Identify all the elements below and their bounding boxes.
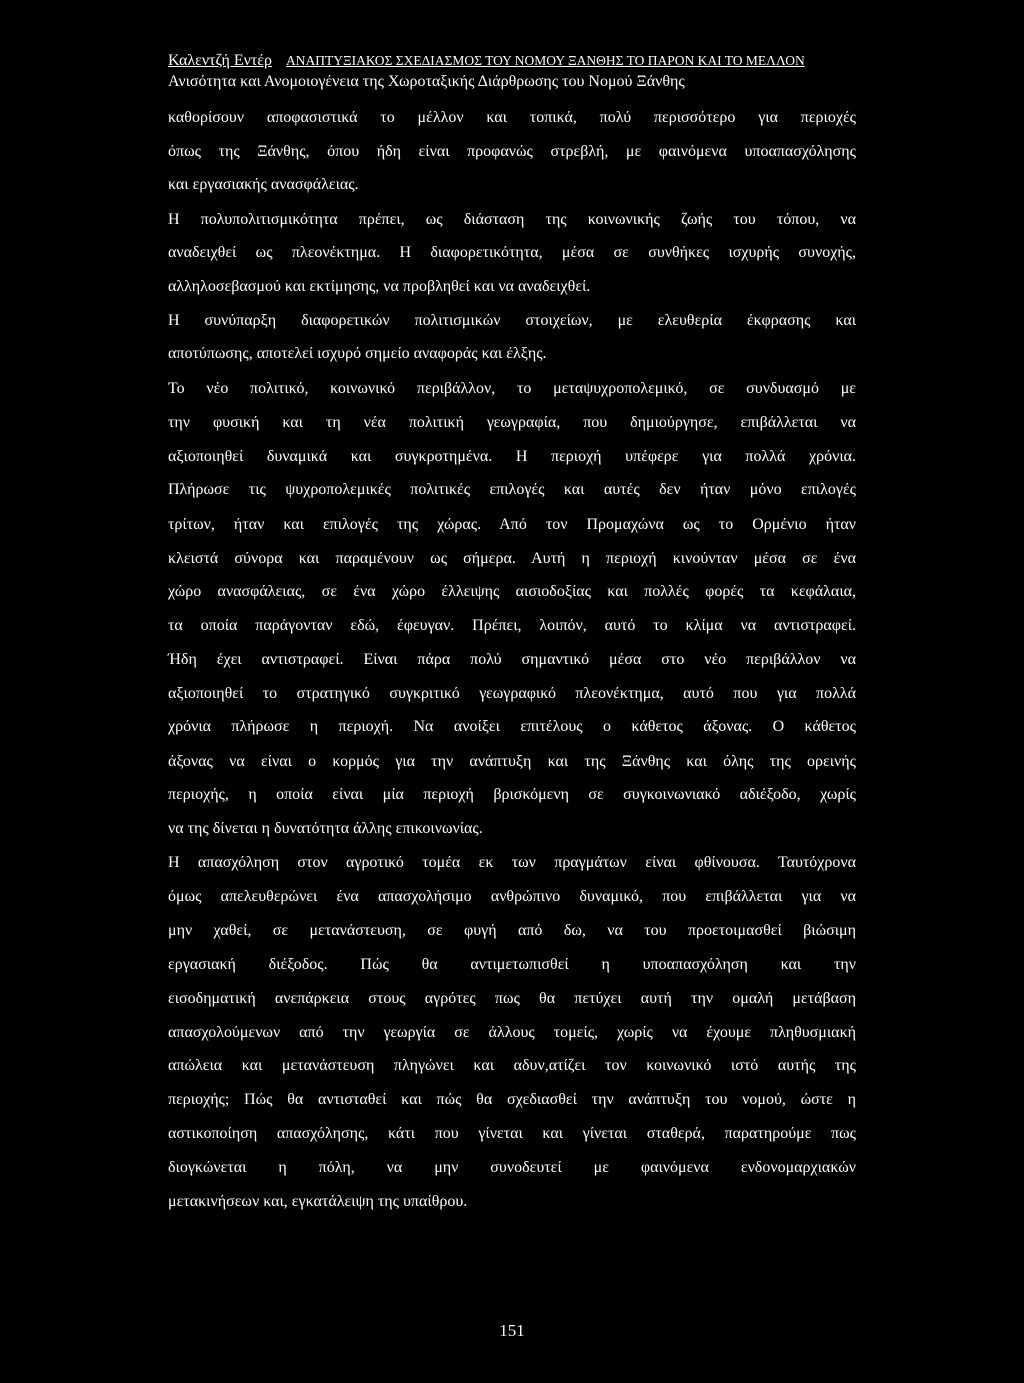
text-line: απώλεια και μετανάστευση πληγώνει και αδυν,ατίζει τον κοινωνικό ιστό αυτής της (168, 1057, 856, 1074)
text-line: αναδειχθεί ως πλεονέκτημα. Η διαφορετικότητα, μέσα σε συνθήκες ισχυρής συνοχής, (168, 244, 856, 261)
text-line: αστικοποίηση απασχόλησης, κάτι που γίνεται και γίνεται σταθερά, παρατηρούμε πως (168, 1125, 856, 1142)
text-line: μετακινήσεων και, εγκατάλειψη της υπαίθρου. (168, 1193, 468, 1210)
text-line: όμως απελευθερώνει ένα απασχολήσιμο ανθρώπινο δυναμικό, που επιβάλλεται για να (168, 888, 856, 905)
text-line: αξιοποιηθεί δυναμικά και συγκροτημένα. Η περιοχή υπέφερε για πολλά χρόνια. (168, 448, 856, 465)
text-line: χρόνια πλήρωσε η περιοχή. Να ανοίξει επιτέλους ο κάθετος άξονας. Ο κάθετος (168, 718, 856, 735)
text-line: αλληλοσεβασμού και εκτίμησης, να προβληθεί και να αναδειχθεί. (168, 278, 591, 295)
text-line: κλειστά σύνορα και παραμένουν ως σήμερα. Αυτή η περιοχή κινούνταν μέσα σε ένα (168, 550, 856, 567)
text-line: χώρο ανασφάλειας, σε ένα χώρο έλλειψης αισιοδοξίας και πολλές φορές τα κεφάλαια, (168, 583, 856, 600)
text-line: μην χαθεί, σε μετανάστευση, σε φυγή από δω, να του προετοιμασθεί βιώσιμη (168, 922, 856, 939)
text-line: να της δίνεται η δυνατότητα άλλης επικοινωνίας. (168, 820, 483, 837)
text-line: εισοδηματική ανεπάρκεια στους αγρότες πως θα πετύχει αυτή την ομαλή μετάβαση (168, 990, 856, 1007)
text-line: και εργασιακής ανασφάλειας. (168, 176, 359, 193)
text-line: περιοχής, η οποία είναι μία περιοχή βρισκόμενη σε συγκοινωνιακό αδιέξοδο, χωρίς (168, 786, 856, 803)
header-subtitle: Ανισότητα και Ανομοιογένεια της Χωροταξικής Διάρθρωσης του Νομού Ξάνθης (168, 73, 685, 90)
text-line: Πλήρωσε τις ψυχροπολεμικές πολιτικές επιλογές και αυτές δεν ήταν μόνο επιλογές (168, 481, 856, 498)
text-line: Η απασχόληση στον αγροτικό τομέα εκ των πραγμάτων είναι φθίνουσα. Ταυτόχρονα (168, 854, 856, 871)
page-number: 151 (499, 1321, 525, 1340)
text-line: την φυσική και τη νέα πολιτική γεωγραφία, που δημιούργησε, επιβάλλεται να (168, 414, 856, 431)
text-line: Η πολυπολιτισμικότητα πρέπει, ως διάσταση της κοινωνικής ζωής του τόπου, να (168, 211, 856, 228)
text-line: περιοχής; Πώς θα αντισταθεί και πώς θα σχεδιασθεί την ανάπτυξη του νομού, ώστε η (168, 1091, 856, 1108)
text-line: Ήδη έχει αντιστραφεί. Είναι πάρα πολύ σημαντικό μέσα στο νέο περιβάλλον να (168, 651, 856, 668)
text-line: διογκώνεται η πόλη, να μην συνοδευτεί με φαινόμενα ενδονομαρχιακών (168, 1159, 856, 1176)
body-text (168, 0, 856, 1383)
text-line: όπως της Ξάνθης, όπου ήδη είναι προφανώς στρεβλή, με φαινόμενα υποαπασχόλησης (168, 143, 856, 160)
text-line: τα οποία παράγονταν εδώ, έφευγαν. Πρέπει, λοιπόν, αυτό το κλίμα να αντιστραφεί. (168, 617, 856, 634)
text-line: τρίτων, ήταν και επιλογές της χώρας. Από τον Προμαχώνα ως το Ορμένιο ήταν (168, 516, 856, 533)
text-line: απασχολούμενων από την γεωργία σε άλλους τομείς, χωρίς να έχουμε πληθυσμιακή (168, 1024, 856, 1041)
text-line: αξιοποιηθεί το στρατηγικό συγκριτικό γεωγραφικό πλεονέκτημα, αυτό που για πολλά (168, 685, 856, 702)
text-line: αποτύπωσης, αποτελεί ισχυρό σημείο αναφοράς και έλξης. (168, 345, 547, 362)
text-line: Η συνύπαρξη διαφορετικών πολιτισμικών στοιχείων, με ελευθερία έκφρασης και (168, 312, 856, 329)
header-author: Καλεντζή Εντέρ (168, 52, 272, 69)
text-line: άξονας να είναι ο κορμός για την ανάπτυξη και της Ξάνθης και όλης της ορεινής (168, 753, 856, 770)
text-line: Το νέο πολιτικό, κοινωνικό περιβάλλον, το μεταψυχροπολεμικό, σε συνδυασμό με (168, 380, 856, 397)
text-line: εργασιακή διέξοδος. Πώς θα αντιμετωπισθεί η υποαπασχόληση και την (168, 956, 856, 973)
text-line: καθορίσουν αποφασιστικά το μέλλον και τοπικά, πολύ περισσότερο για περιοχές (168, 109, 856, 126)
header-title: ΑΝΑΠΤΥΞΙΑΚΟΣ ΣΧΕΔΙΑΣΜΟΣ ΤΟΥ ΝΟΜΟΥ ΞΑΝΘΗΣ ΤΟ ΠΑΡΟΝ ΚΑΙ ΤΟ ΜΕΛΛΟΝ (286, 53, 805, 68)
